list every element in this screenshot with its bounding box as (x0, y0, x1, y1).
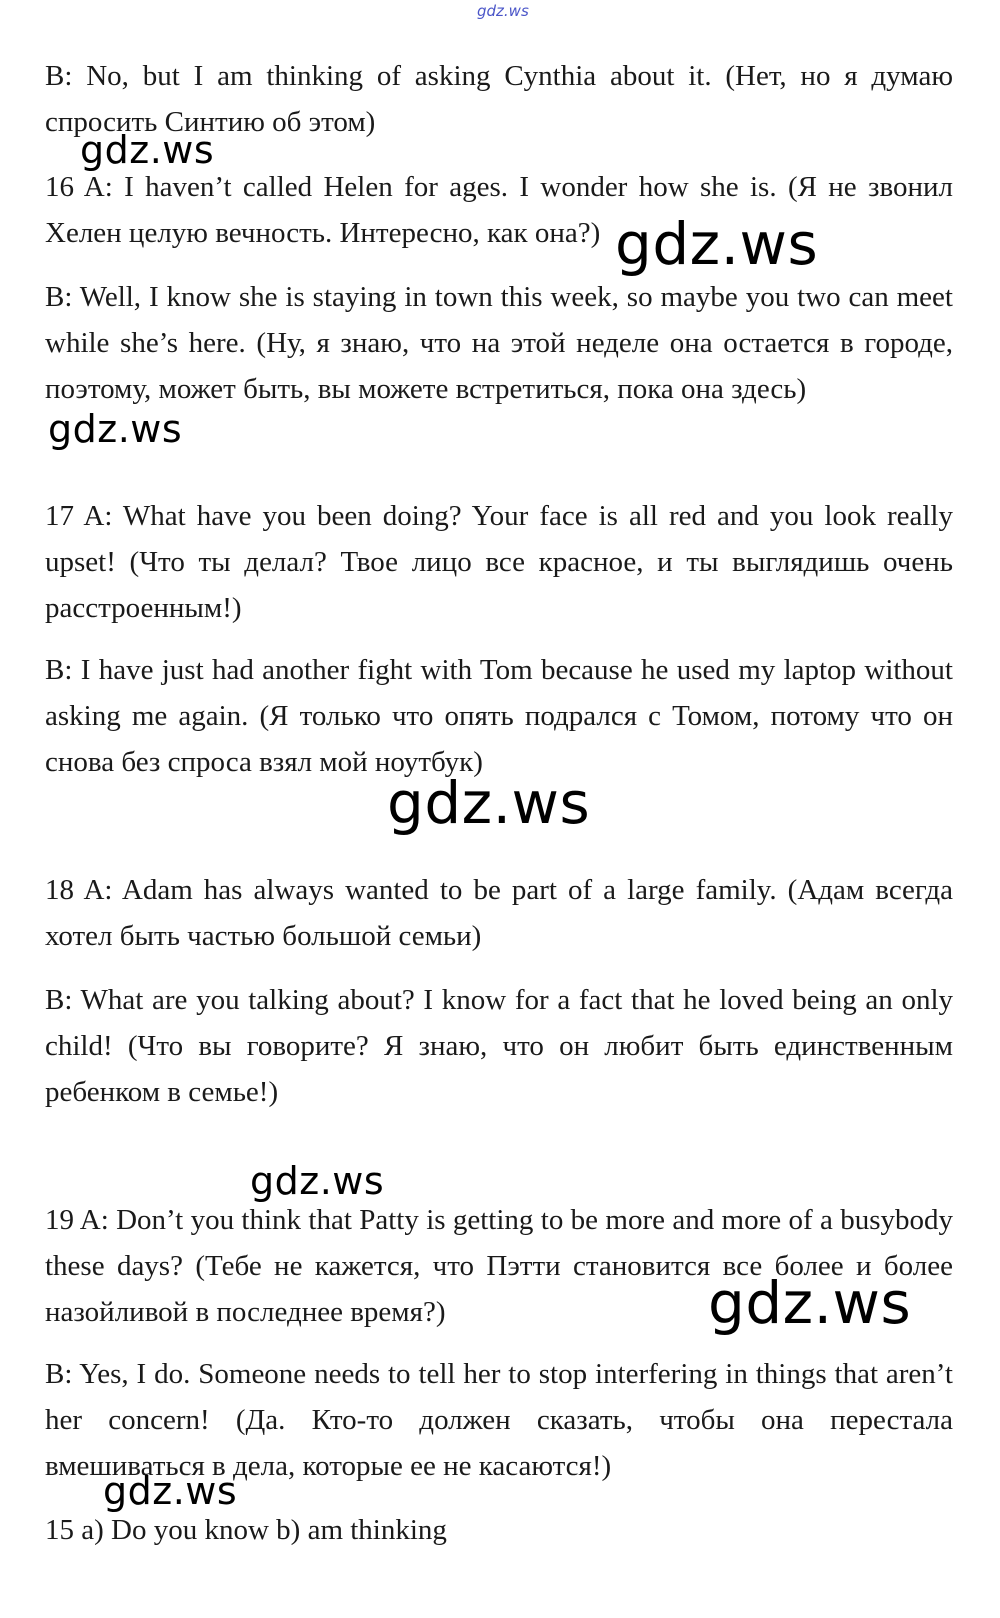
watermark: gdz.ws (615, 210, 819, 278)
paragraph-18-a: 18 A: Adam has always wanted to be part of a large family. (Адам всегда хотел быть частью большой семьи) (45, 874, 953, 952)
watermark: gdz.ws (48, 407, 183, 451)
paragraph-19-a: 19 A: Don’t you think that Patty is getting to be more and more of a busybody these days? (Тебе не кажется, что Пэтти становится все более и более назойливой в последнее время?) (45, 1204, 953, 1328)
watermark: gdz.ws (250, 1159, 385, 1203)
header-watermark: gdz.ws (477, 2, 529, 20)
paragraph-19-b: B: Yes, I do. Someone needs to tell her to stop interfering in things that aren’t her concern! (Да. Кто-то должен сказать, чтобы она перестала вмешиваться в дела, которые ее не касаются!) (45, 1358, 953, 1482)
answer-line-15: 15 a) Do you know b) am thinking (45, 1514, 447, 1546)
paragraph-17-a: 17 A: What have you been doing? Your face is all red and you look really upset! (Что ты делал? Твое лицо все красное, и ты выглядишь очень расстроенным!) (45, 500, 953, 624)
watermark: gdz.ws (708, 1269, 912, 1337)
watermark: gdz.ws (103, 1469, 238, 1513)
paragraph-16-b: B: Well, I know she is staying in town this week, so maybe you two can meet while she’s here. (Ну, я знаю, что на этой неделе она остается в городе, поэтому, может быть, вы можете встретиться, пока она здесь) (45, 281, 953, 405)
paragraph-17-b: B: I have just had another fight with Tom because he used my laptop without asking me again. (Я только что опять подрался с Томом, потому что он снова без спроса взял мой ноутбук) (45, 654, 953, 778)
paragraph-18-b: B: What are you talking about? I know for a fact that he loved being an only child! (Что вы говорите? Я знаю, что он любит быть единственным ребенком в семье!) (45, 984, 953, 1108)
paragraph-16-a: 16 A: I haven’t called Helen for ages. I wonder how she is. (Я не звонил Хелен целую вечность. Интересно, как она?) (45, 171, 953, 249)
paragraph-15-b: B: No, but I am thinking of asking Cynthia about it. (Нет, но я думаю спросить Синтию об этом) (45, 60, 953, 138)
watermark: gdz.ws (80, 128, 215, 172)
watermark: gdz.ws (387, 769, 591, 837)
